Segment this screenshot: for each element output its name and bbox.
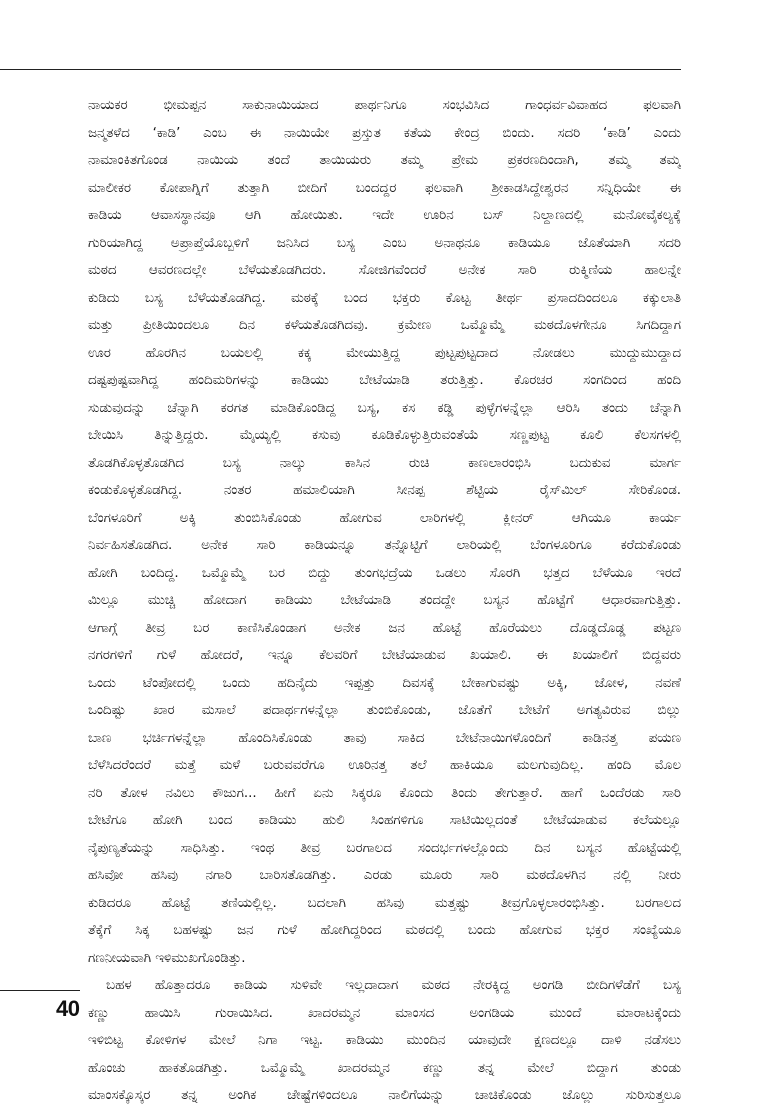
text-line: ತೊಡಗಿಕೊಳ್ಳತೊಡಗಿದ ಬಸ್ಯ ನಾಲ್ಕು ಕಾಸಿನ ರುಚಿ ಕಾಣಲಾರಂಭಿಸಿ ಬದುಕುವ ಮಾರ್ಗ	[88, 455, 681, 471]
text-line: ಬೇಯಿಸಿ ತಿನ್ನುತ್ತಿದ್ದರು. ಮೈಯ್ಯಲ್ಲಿ ಕಸುವು ಕೂಡಿಕೊಳ್ಳುತ್ತಿರುವಂತೆಯೆ ಸಣ್ಣಪುಟ್ಟ ಕೂಲಿ ಕೆಲಸಗಳಲ್ಲಿ	[88, 428, 681, 443]
text-line: ಬಾಣ ಭರ್ಚಿಗಳನ್ನೆಲ್ಲಾ ಹೊಂದಿಸಿಕೊಂಡು ತಾವು ಸಾಕಿದ ಬೇಟೆನಾಯಿಗಳೊಂದಿಗೆ ಕಾಡಿನತ್ತ ಪಯಣ	[88, 730, 681, 746]
paragraph-1	[88, 92, 681, 972]
text-line: ಕಾಡಿಯ ಆವಾಸಸ್ಥಾನವೂ ಆಗಿ ಹೋಯಿತು. ಇದೇ ಊರಿನ ಬಸ್ ನಿಲ್ದಾಣದಲ್ಲಿ ಮನೋವೈಕಲ್ಯಕ್ಕೆ	[88, 208, 681, 223]
text-line: ನಗರಗಳಿಗೆ ಗುಳೆ ಹೋದರೆ, ಇನ್ನೂ ಕೆಲವರಿಗೆ ಬೇಟೆಯಾಡುವ ಖಯಾಲಿ. ಈ ಖಯಾಲಿಗೆ ಬಿದ್ದವರು	[88, 648, 681, 663]
text-line: ಆಗಾಗ್ಗೆ ತೀವ್ರ ಬರ ಕಾಣಿಸಿಕೊಂಡಾಗ ಅನೇಕ ಜನ ಹೊಟ್ಟೆ ಹೊರೆಯಲು ದೊಡ್ಡದೊಡ್ಡ ಪಟ್ಟಣ	[88, 620, 681, 636]
text-line: ಗುರಿಯಾಗಿದ್ದ ಅಪ್ರಾಪ್ತೆಯೊಬ್ಬಳಿಗೆ ಜನಿಸಿದ ಬಸ್ಯ ಎಂಬ ಅನಾಥನೂ ಕಾಡಿಯೂ ಜೊತೆಯಾಗಿ ಸದರಿ	[88, 235, 681, 251]
text-line: ತೆಕ್ಕೆಗೆ ಸಿಕ್ಕ ಬಹಳಷ್ಟು ಜನ ಗುಳೆ ಹೋಗಿದ್ದರಿಂದ ಮಠದಲ್ಲಿ ಬಂದು ಹೋಗುವ ಭಕ್ತರ ಸಂಖ್ಯೆಯೂ	[88, 923, 681, 938]
text-line: ಮಿಲ್ಲೂ ಮುಚ್ಚಿ ಹೋದಾಗ ಕಾಡಿಯು ಬೇಟೆಯಾಡಿ ತಂದದ್ದೇ ಬಸ್ಯನ ಹೊಟ್ಟೆಗೆ ಆಧಾರವಾಗುತ್ತಿತ್ತು.	[88, 593, 681, 608]
text-line: ಹೊಂಚು ಹಾಕತೊಡಗಿತ್ತು. ಒಮ್ಮೊಮ್ಮೆ ಖಾದರಮ್ಮನ ಕಣ್ಣು ತನ್ನ ಮೇಲೆ ಬಿದ್ದಾಗ ತುಂಡು	[88, 1060, 681, 1076]
text-line: ನರಿ ತೋಳ ನವಿಲು ಕೌಜುಗ... ಹೀಗೆ ಏನು ಸಿಕ್ಕರೂ ಕೊಂದು ತಿಂದು ತೇಗುತ್ತಾರೆ. ಹಾಗೆ ಒಂದೆರಡು ಸಾರಿ	[88, 785, 681, 801]
text-line: ಬೆಂಗಳೂರಿಗೆ ಅಕ್ಕಿ ತುಂಬಿಸಿಕೊಂಡು ಹೋಗುವ ಲಾರಿಗಳಲ್ಲಿ ಕ್ಲೀನರ್ ಆಗಿಯೂ ಕಾರ್ಯ	[88, 510, 681, 526]
text-line: ಹಸಿವೋ ಹಸಿವು ನಗಾರಿ ಬಾರಿಸತೊಡಗಿತ್ತು. ಎರಡು ಮೂರು ಸಾರಿ ಮಠದೊಳಗಿನ ನಲ್ಲಿ ನೀರು	[88, 868, 681, 883]
text-line: ಬೇಟೆಗೂ ಹೋಗಿ ಬಂದ ಕಾಡಿಯು ಹುಲಿ ಸಿಂಹಗಳಿಗೂ ಸಾಟಿಯಿಲ್ಲದಂತೆ ಬೇಟೆಯಾಡುವ ಕಲೆಯಲ್ಲೂ	[88, 813, 681, 828]
text-line: ಬಹಳ ಹೊತ್ತಾದರೂ ಕಾಡಿಯ ಸುಳಿವೇ ಇಲ್ಲದಾದಾಗ ಮಠದ ನೇರಕ್ಕಿದ್ದ ಅಂಗಡಿ ಬೀದಿಗಳೆಡೆಗೆ ಬಸ್ಯ	[106, 978, 681, 993]
text-line: ಒಂದು ಟೆಂಪೋದಲ್ಲಿ ಒಂದು ಹದಿನೈದು ಇಪ್ಪತ್ತು ದಿವಸಕ್ಕೆ ಬೇಕಾಗುವಷ್ಟು ಅಕ್ಕಿ, ಜೋಳ, ನವಣೆ	[88, 675, 681, 691]
text-line: ಬೆಳೆಸಿದರೆಂದರೆ ಮತ್ತೆ ಮಳೆ ಬರುವವರೆಗೂ ಊರಿನತ್ತ ತಲೆ ಹಾಕಿಯೂ ಮಲಗುವುದಿಲ್ಲ. ಹಂದಿ ಮೊಲ	[88, 758, 681, 773]
text-line: ಸುಡುವುದನ್ನು ಚೆನ್ನಾಗಿ ಕರಗತ ಮಾಡಿಕೊಂಡಿದ್ದ ಬಸ್ಯ, ಕಸ ಕಡ್ಡಿ ಪುಳ್ಳೆಗಳನ್ನೆಲ್ಲಾ ಆರಿಸಿ ತಂದು ಚೆನ್ನಾಗಿ	[88, 400, 681, 416]
text-line: ಕುಡಿದು ಬಸ್ಯ ಬೆಳೆಯತೊಡಗಿದ್ದ. ಮಠಕ್ಕೆ ಬಂದ ಭಕ್ತರು ಕೊಟ್ಟ ತೀರ್ಥ ಪ್ರಸಾದದಿಂದಲೂ ಕಕ್ಕುಲಾತಿ	[88, 290, 681, 306]
page-number: 40	[56, 996, 80, 1021]
text-line: ನಿರ್ವಹಿಸತೊಡಗಿದ. ಅನೇಕ ಸಾರಿ ಕಾಡಿಯನ್ನೂ ತನ್ನೊಟ್ಟಿಗೆ ಲಾರಿಯಲ್ಲಿ ಬೆಂಗಳೂರಿಗೂ ಕರೆದುಕೊಂಡು	[88, 538, 681, 553]
text-line: ಮಾಲೀಕರ ಕೋಪಾಗ್ನಿಗೆ ತುತ್ತಾಗಿ ಬೀದಿಗೆ ಬಂದದ್ದರ ಫಲವಾಗಿ ಶ್ರೀಕಾಡಸಿದ್ದೇಶ್ವರನ ಸನ್ನಿಧಿಯೇ ಈ	[88, 180, 681, 196]
text-line: ಜನ್ಮತಳೆದ ‘ಕಾಡಿ’ ಎಂಬ ಈ ನಾಯಿಯೇ ಪ್ರಸ್ತುತ ಕತೆಯ ಕೇಂದ್ರ ಬಿಂದು. ಸದರಿ ‘ಕಾಡಿ’ ಎಂದು	[88, 125, 681, 141]
text-line: ನಾಯಕರ ಭೀಮಪ್ಪನ ಸಾಕುನಾಯಿಯಾದ ಪಾರ್ಥನಿಗೂ ಸಂಭವಿಸಿದ ಗಾಂಧರ್ವವಿವಾಹದ ಫಲವಾಗಿ	[88, 98, 681, 113]
text-line: ಇಳಿಬಿಟ್ಟ ಕೋಳಿಗಳ ಮೇಲೆ ನಿಗಾ ಇಟ್ಟ. ಕಾಡಿಯು ಮುಂದಿನ ಯಾವುದೇ ಕ್ಷಣದಲ್ಲೂ ದಾಳಿ ನಡೆಸಲು	[88, 1033, 681, 1048]
footer-rule	[0, 990, 80, 991]
text-line: ಮಾಂಸಕ್ಕೊಸ್ಕರ ತನ್ನ ಅಂಗಿಕ ಚೇಷ್ಟೆಗಳಿಂದಲೂ ನಾಲಿಗೆಯನ್ನು ಚಾಚಿಕೊಂಡು ಜೊಲ್ಲು ಸುರಿಸುತ್ತಲೂ	[88, 1088, 681, 1103]
text-line: ಊರ ಹೊರಗಿನ ಬಯಲಲ್ಲಿ ಕಕ್ಕ ಮೇಯುತ್ತಿದ್ದ ಪುಟ್ಟಪುಟ್ಟದಾದ ನೋಡಲು ಮುದ್ದುಮುದ್ದಾದ	[88, 345, 681, 361]
text-line: ಕಂಡುಕೊಳ್ಳತೊಡಗಿದ್ದ. ನಂತರ ಹಮಾಲಿಯಾಗಿ ಸೀನಪ್ಪ ಶೆಟ್ಟಿಯ ರೈಸ್‌ಮಿಲ್ ಸೇರಿಕೊಂಡ.	[88, 483, 681, 498]
text-line: ಕುಡಿದರೂ ಹೊಟ್ಟೆ ತಣಿಯಲ್ಲಿಲ್ಲ. ಬದಲಾಗಿ ಹಸಿವು ಮತ್ತಷ್ಟು ತೀವ್ರಗೊಳ್ಳಲಾರಂಭಿಸಿತ್ತು. ಬರಗಾಲದ	[88, 895, 681, 911]
text-line: ಮಠದ ಆವರಣದಲ್ಲೇ ಬೆಳೆಯತೊಡಗಿದರು. ಸೋಜಿಗವೆಂದರೆ ಅನೇಕ ಸಾರಿ ರುಕ್ಮಿಣಿಯ ಹಾಲನ್ನೇ	[88, 263, 681, 278]
text-line: ಕಣ್ಣು ಹಾಯಿಸಿ ಗುರಾಯಿಸಿದ. ಖಾದರಮ್ಮನ ಮಾಂಸದ ಅಂಗಡಿಯ ಮುಂದೆ ಮಾರಾಟಕ್ಕೆಂದು	[88, 1005, 681, 1021]
header-rule	[0, 69, 681, 70]
text-line: ಹೋಗಿ ಬಂದಿದ್ದ. ಒಮ್ಮೊಮ್ಮೆ ಬರ ಬಿದ್ದು ತುಂಗಭದ್ರೆಯ ಒಡಲು ಸೊರಗಿ ಭತ್ತದ ಬೆಳೆಯೂ ಇರದೆ	[88, 565, 681, 581]
body-text	[88, 92, 681, 1110]
text-line: ನಾಮಾಂಕಿತಗೊಂಡ ನಾಯಿಯ ತಂದೆ ತಾಯಿಯರು ತಮ್ಮ ಪ್ರೇಮ ಪ್ರಕರಣದಿಂದಾಗಿ, ತಮ್ಮ ತಮ್ಮ	[88, 153, 681, 168]
text-line: ಒಂದಿಷ್ಟು ಖಾರ ಮಸಾಲೆ ಪದಾರ್ಥಗಳನ್ನೆಲ್ಲಾ ತುಂಬಿಕೊಂಡು, ಜೊತೆಗೆ ಬೇಟೆಗೆ ಅಗತ್ಯವಿರುವ ಬಿಲ್ಲು	[88, 703, 681, 718]
text-line: ಮತ್ತು ಪ್ರೀತಿಯಿಂದಲೂ ದಿನ ಕಳೆಯತೊಡಗಿದವು. ಕ್ರಮೇಣ ಒಮ್ಮೊಮ್ಮೆ ಮಠದೊಳಗೇನೂ ಸಿಗದಿದ್ದಾಗ	[88, 318, 681, 333]
text-line: ಗಣನೀಯವಾಗಿ ಇಳಿಮುಖಗೊಂಡಿತ್ತು.	[88, 950, 246, 966]
text-line: ದಷ್ಟಪುಷ್ಟವಾಗಿದ್ದ ಹಂದಿಮರಿಗಳನ್ನು ಕಾಡಿಯು ಬೇಟೆಯಾಡಿ ತರುತ್ತಿತ್ತು. ಕೊರಚರ ಸಂಗದಿಂದ ಹಂದಿ	[88, 373, 681, 388]
paragraph-2	[88, 972, 681, 1110]
text-line: ನೈಪುಣ್ಯತೆಯನ್ನು ಸಾಧಿಸಿತ್ತು. ಇಂಥ ತೀವ್ರ ಬರಗಾಲದ ಸಂದರ್ಭಗಳಲ್ಲೊಂದು ದಿನ ಬಸ್ಯನ ಹೊಟ್ಟೆಯಲ್ಲಿ	[88, 840, 681, 856]
